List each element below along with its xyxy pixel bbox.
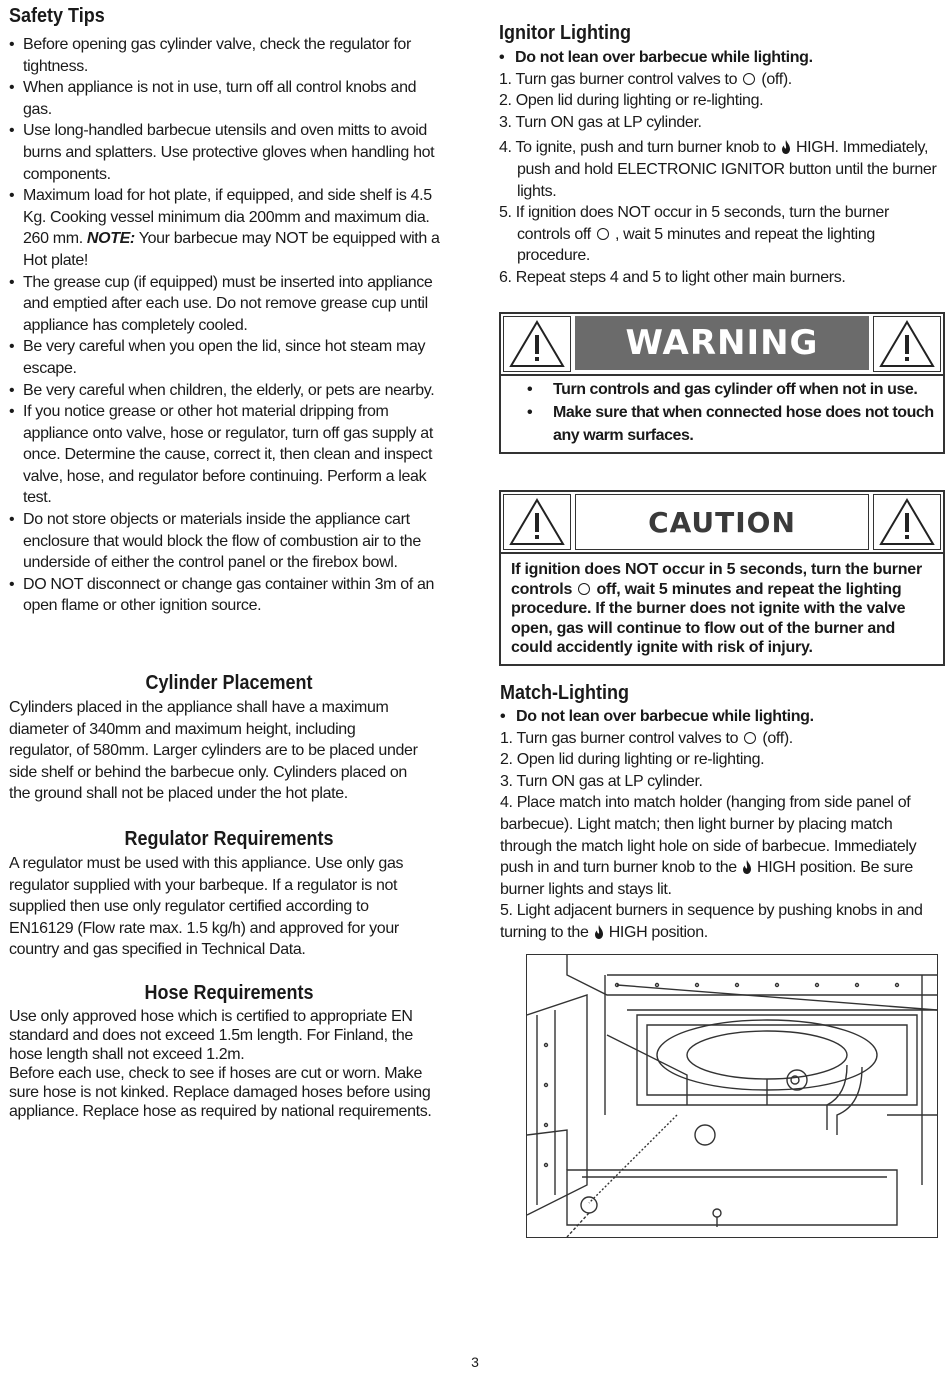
caution-triangle-right [873,494,941,550]
list-item: • Maximum load for hot plate, if equipped, and side shelf is 4.5 Kg. Cooking vessel minimum dia 200mm and maximum dia. 260 mm. NOTE: Your barbecue may NOT be equipped with a Hot plate! [9,185,449,271]
ignitor-steps [499,47,939,289]
cylinder-text: Cylinders placed in the appliance shall have a maximum diameter of 340mm and maximum height, including regulator, of 580mm. Larger cylinders are to be placed under side shelf or behind the barbecue only. Cylinders placed on the ground shall not be placed under the hot plate. [9,699,418,803]
list-item: • Be very careful when children, the elderly, or pets are nearby. [9,380,449,402]
list-item: • The grease cup (if equipped) must be inserted into appliance and emptied after each use. Do not remove grease cup until appliance has completely cooled. [9,272,449,337]
list-item: • Make sure that when connected hose does not touch any warm surfaces. [501,401,943,447]
hose-text-1: Use only approved hose which is certified to appropriate EN standard and does not exceed 1.5m length. For Finland, the hose length shall not exceed 1.2m. [9,1008,413,1063]
match-lighting-illustration [526,954,938,1238]
note-label: NOTE: [86,230,135,248]
list-item: • Be very careful when you open the lid, since hot steam may escape. [9,336,449,379]
match-title: Match-Lighting [500,682,629,704]
warning-triangle-icon [878,319,936,369]
regulator-text: A regulator must be used with this appliance. Use only gas regulator supplied with your barbeque. If a regulator is not supplied then use only regulator certified according to EN16129 (Flow rate max. 1.5 kg/h) and approved for your country and gas specified in Technical Data. [9,855,404,959]
page-number: 3 [471,1354,479,1370]
flame-icon [593,925,605,939]
warning-triangle-left [503,316,571,372]
match-section [500,682,940,944]
step: 3. Turn ON gas at LP cylinder. [500,772,703,790]
off-symbol-icon [597,228,609,240]
list-item: • Do not lean over barbecue while lighting. [500,706,940,728]
list-item: • Use long-handled barbecue utensils and oven mitts to avoid burns and splatters. Use protective gloves when handling hot components. [9,120,449,185]
caution-header [501,492,943,554]
cylinder-section [9,672,419,805]
step: 5. Light adjacent burners in sequence by pushing knobs in and turning to the HIGH position. [500,902,923,941]
warning-label: WARNING [575,316,869,370]
step: 5. If ignition does NOT occur in 5 seconds, turn the burner controls off , wait 5 minutes and repeat the lighting procedure. [499,204,889,265]
flame-icon [741,860,753,874]
caution-triangle-left [503,494,571,550]
caution-text: If ignition does NOT occur in 5 seconds, turn the burner controls off, wait 5 minutes and repeat the lighting procedure. If the burner does not ignite with the valve open, gas will continue to flow out of the burner and could accidently ignite with risk of injury. [511,561,922,656]
hose-text-2: Before each use, check to see if hoses are cut or worn. Make sure hose is not kinked. Replace damaged hoses before using appliance. Replace hose as required by national requirements. [9,1065,432,1120]
ignitor-title: Ignitor Lighting [499,22,631,44]
step: 1. Turn gas burner control valves to (off). [500,729,793,747]
hose-section [9,982,439,1121]
off-symbol-icon [744,732,756,744]
step: 4. Place match into match holder (hanging from side panel of barbecue). Light match; then light burner by placing match through the match light hole on side of barbecue. Immediately push in and turn burner knob to the HIGH position. Be sure burner lights and stays lit. [500,794,917,898]
regulator-title: Regulator Requirements [124,828,334,850]
warning-list [501,376,943,447]
flame-icon [780,140,792,154]
list-item: • Before opening gas cylinder valve, check the regulator for tightness. [9,34,449,77]
regulator-section [9,828,434,961]
list-item: • When appliance is not in use, turn off all control knobs and gas. [9,77,449,120]
list-item: • Do not store objects or materials inside the appliance cart enclosure that would block the flow of combustion air to the underside of either the control panel or the firebox bowl. [9,509,449,574]
caution-box [499,490,945,666]
warning-triangle-icon [878,497,936,547]
caution-label: CAUTION [575,494,869,550]
list-item: • Turn controls and gas cylinder off when not in use. [501,378,943,401]
warning-box [499,312,945,454]
list-item: • Do not lean over barbecue while lighting. [499,47,939,69]
list-item: • DO NOT disconnect or change gas container within 3m of an open flame or other ignition source. [9,574,449,617]
warning-header [501,314,943,376]
safety-tips-list [9,34,449,617]
step: 3. Turn ON gas at LP cylinder. [499,113,702,131]
step: 2. Open lid during lighting or re-lighting. [499,92,764,110]
cylinder-title: Cylinder Placement [145,672,313,694]
safety-tips-title: Safety Tips [9,5,105,27]
off-symbol-icon [743,73,755,85]
warning-triangle-icon [508,497,566,547]
step: 2. Open lid during lighting or re-lighting. [500,751,765,769]
step: 4. To ignite, push and turn burner knob to HIGH. Immediately, push and hold ELECTRONIC IGNITOR button until the burner lights. [499,139,937,200]
warning-triangle-right [873,316,941,372]
barbecue-burner-drawing [527,955,937,1237]
step: 1. Turn gas burner control valves to (off). [499,70,792,88]
hose-title: Hose Requirements [144,982,314,1004]
off-symbol-icon [578,583,590,595]
step: 6. Repeat steps 4 and 5 to light other main burners. [499,268,846,286]
warning-triangle-icon [508,319,566,369]
list-item: • If you notice grease or other hot material dripping from appliance onto valve, hose or regulator, turn off gas supply at once. Determine the cause, correct it, then clean and inspect valve, hose, and regulator before continuing. Perform a leak test. [9,401,449,509]
